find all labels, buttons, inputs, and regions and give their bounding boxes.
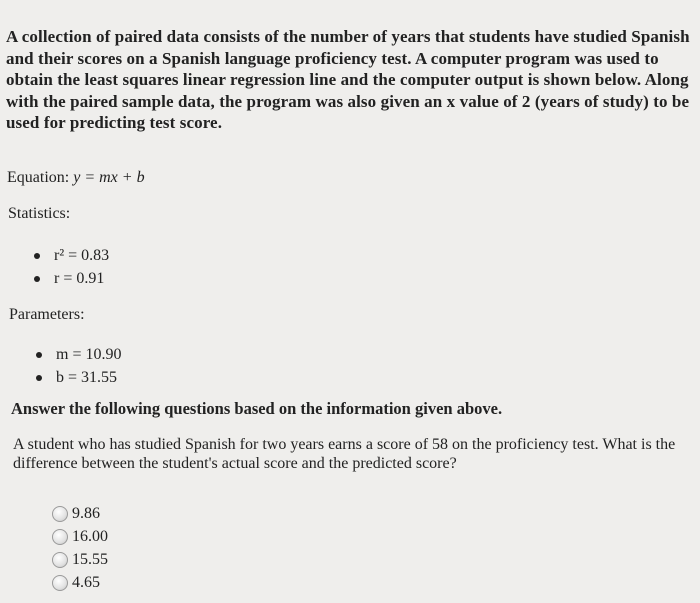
statistics-label: Statistics:	[8, 205, 71, 222]
option-label[interactable]: 16.00	[72, 527, 108, 545]
parameters-list	[36, 343, 121, 389]
bullet-icon	[36, 375, 42, 381]
statistics-list	[34, 244, 109, 290]
bullet-icon	[34, 253, 40, 259]
equation-line	[7, 169, 145, 187]
list-item	[34, 267, 109, 290]
option-row[interactable]	[52, 548, 108, 571]
list-item	[36, 343, 121, 366]
option-row[interactable]	[52, 525, 108, 548]
option-label[interactable]: 9.86	[72, 504, 100, 522]
answer-options	[52, 502, 108, 594]
radio-button-icon[interactable]	[52, 575, 68, 591]
option-label[interactable]: 4.65	[72, 573, 100, 591]
equation-label: Equation:	[7, 169, 70, 186]
problem-intro: A collection of paired data consists of the number of years that students have studied Spanish and their scores on a Spanish language proficiency test. A computer program was used to obtain the least squares linear regression line and the computer output is shown below. Along with the paired sample data, the program was also given an x value of 2 (years of study) to be used for predicting test score.	[6, 27, 690, 132]
statistic-r-squared: r² = 0.83	[54, 247, 110, 264]
equation-formula: y = mx + b	[73, 169, 145, 186]
list-item	[36, 366, 121, 389]
bullet-icon	[36, 352, 42, 358]
radio-button-icon[interactable]	[52, 552, 68, 568]
bullet-icon	[34, 276, 40, 282]
answer-heading: Answer the following questions based on the information given above.	[11, 399, 503, 418]
option-row[interactable]	[52, 502, 108, 525]
option-label[interactable]: 15.55	[72, 550, 108, 568]
parameter-b: b = 31.55	[56, 369, 118, 386]
radio-button-icon[interactable]	[52, 529, 68, 545]
statistic-r: r = 0.91	[54, 270, 105, 287]
parameter-m: m = 10.90	[56, 346, 122, 363]
radio-button-icon[interactable]	[52, 506, 68, 522]
list-item	[34, 244, 109, 267]
option-row[interactable]	[52, 571, 108, 594]
question-text: A student who has studied Spanish for two years earns a score of 58 on the proficiency test. What is the difference between the student's actual score and the predicted score?	[13, 436, 676, 472]
parameters-label: Parameters:	[9, 306, 85, 323]
